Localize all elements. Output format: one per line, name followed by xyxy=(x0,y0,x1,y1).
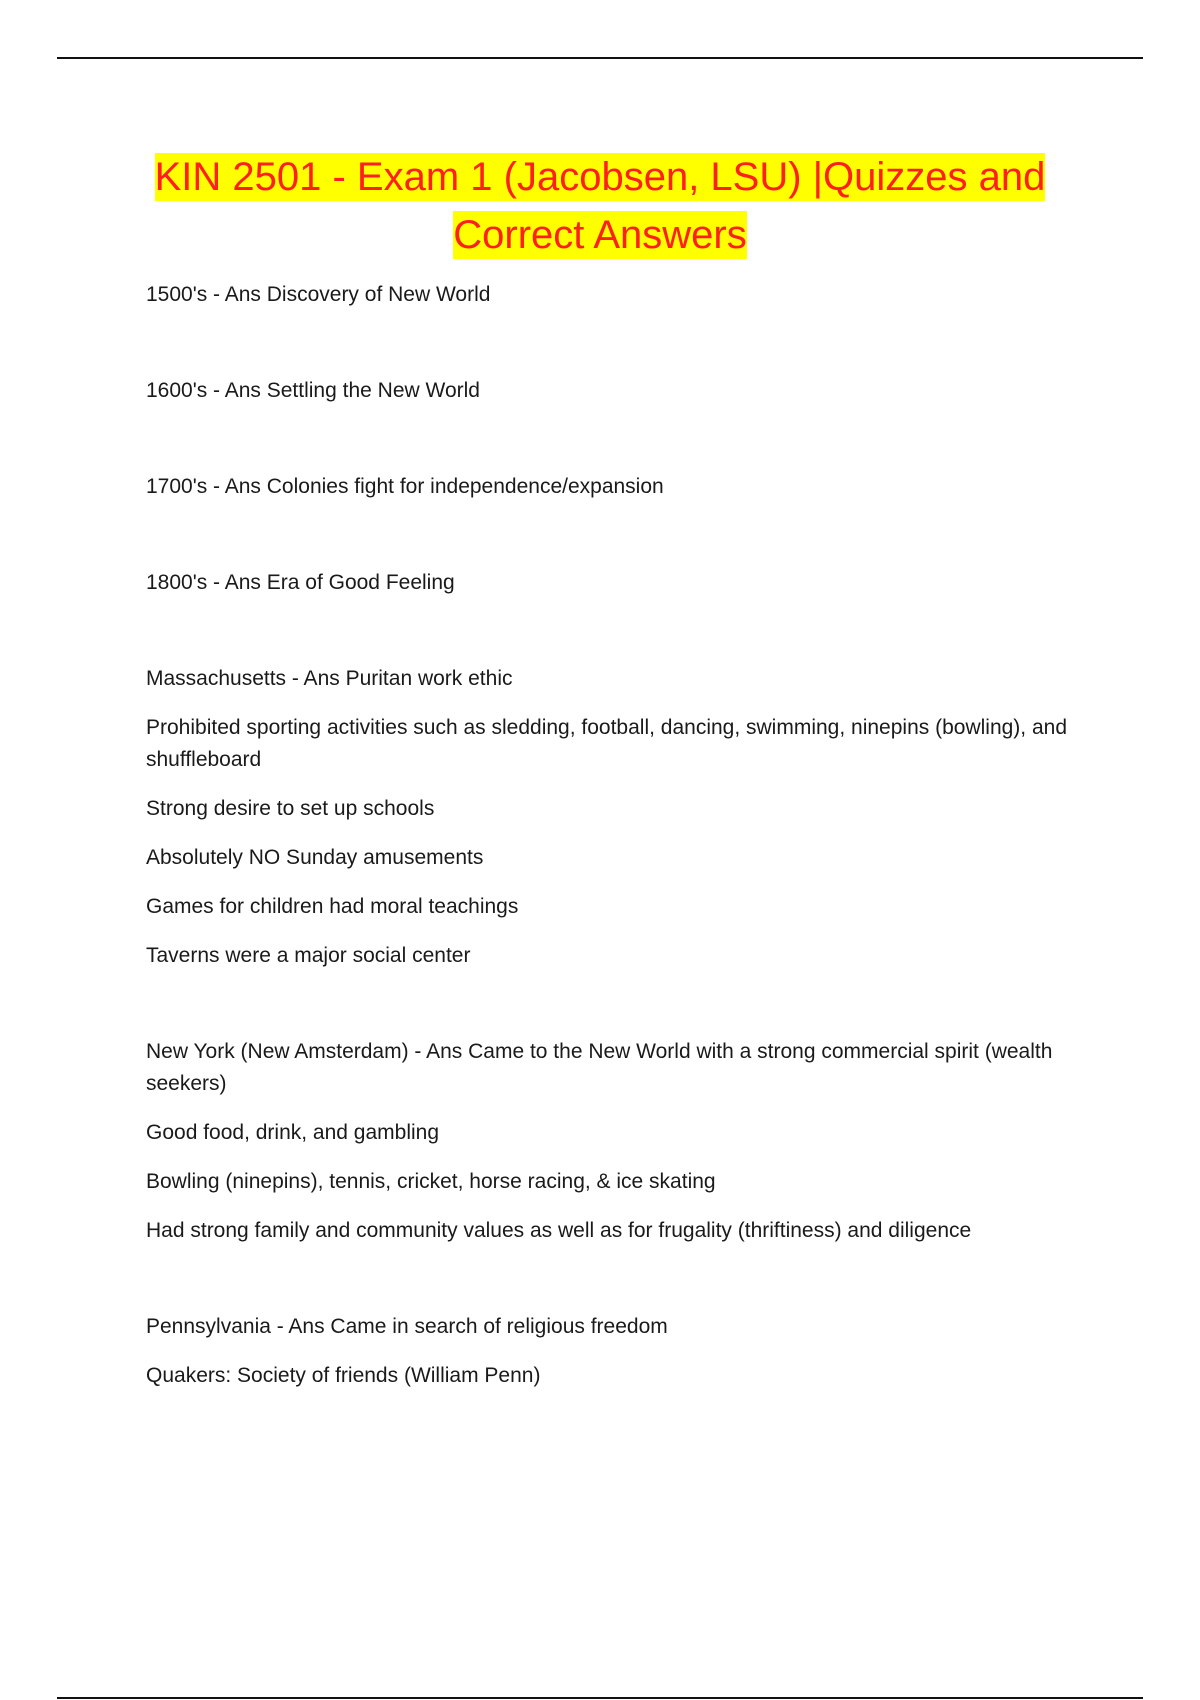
qa-entry-massachusetts xyxy=(146,663,1086,972)
qa-text: New York (New Amsterdam) - Ans Came to the New World with a strong commercial spirit (wealth seekers) xyxy=(146,1040,1053,1095)
qa-detail: Prohibited sporting activities such as sledding, football, dancing, swimming, ninepins (bowling), and shuffleboard xyxy=(146,716,1067,771)
qa-text: 1800's - Ans Era of Good Feeling xyxy=(146,571,455,594)
qa-entry-1600s xyxy=(146,375,1086,407)
qa-detail: Good food, drink, and gambling xyxy=(146,1121,440,1144)
document-title xyxy=(100,148,1100,264)
qa-detail: Strong desire to set up schools xyxy=(146,797,435,820)
qa-text: Massachusetts - Ans Puritan work ethic xyxy=(146,667,513,690)
title-line-1: KIN 2501 - Exam 1 (Jacobsen, LSU) |Quizzes and xyxy=(154,155,1046,199)
qa-text: 1700's - Ans Colonies fight for independence/expansion xyxy=(146,475,664,498)
qa-detail: Games for children had moral teachings xyxy=(146,895,519,918)
qa-entry-new-york xyxy=(146,1036,1086,1247)
qa-detail: Quakers: Society of friends (William Penn) xyxy=(146,1364,541,1387)
top-rule xyxy=(57,57,1143,59)
title-line-2: Correct Answers xyxy=(453,213,747,257)
qa-detail: Absolutely NO Sunday amusements xyxy=(146,846,484,869)
qa-entry-1800s xyxy=(146,567,1086,599)
bottom-rule xyxy=(57,1697,1143,1699)
qa-entry-pennsylvania xyxy=(146,1311,1086,1392)
qa-detail: Bowling (ninepins), tennis, cricket, horse racing, & ice skating xyxy=(146,1170,716,1193)
qa-text: 1500's - Ans Discovery of New World xyxy=(146,283,491,306)
qa-entry-1500s xyxy=(146,279,1086,311)
document-body xyxy=(146,279,1086,1392)
qa-detail: Had strong family and community values as well as for frugality (thriftiness) and diligence xyxy=(146,1219,972,1242)
qa-detail: Taverns were a major social center xyxy=(146,944,471,967)
qa-text: 1600's - Ans Settling the New World xyxy=(146,379,480,402)
qa-entry-1700s xyxy=(146,471,1086,503)
qa-text: Pennsylvania - Ans Came in search of religious freedom xyxy=(146,1315,668,1338)
